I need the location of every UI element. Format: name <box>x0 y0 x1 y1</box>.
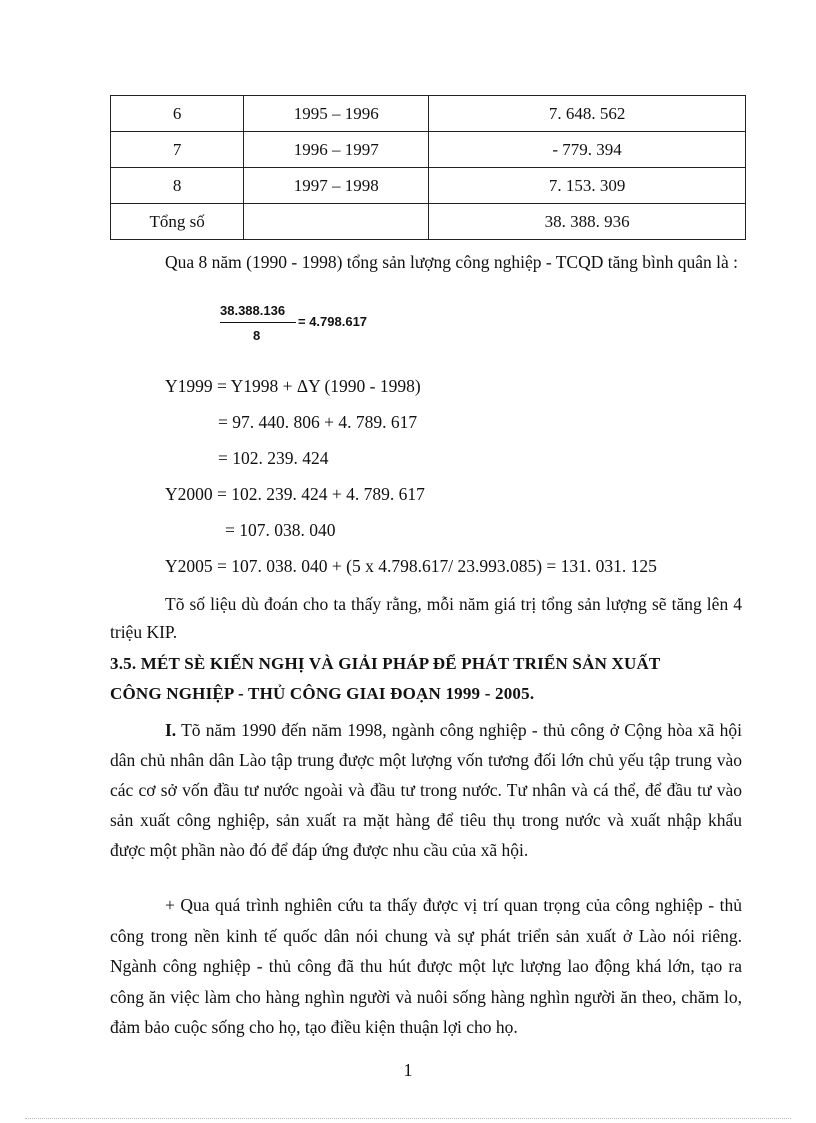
fraction-bar <box>220 322 296 323</box>
row-value: - 779. 394 <box>429 132 746 168</box>
intro-paragraph: Qua 8 năm (1990 - 1998) tổng sản lượng công nghiệp - TCQD tăng bình quân là : <box>165 252 738 272</box>
section-1-text: Tõ năm 1990 đến năm 1998, ngành công nghiệp - thủ công ở Cộng hòa xã hội dân chủ nhân dân Lào tập trung được một lượng vốn tương đối lớn chủ yếu tập trung vào các cơ sở vốn đầu tư nước ngoài và đầu tư trong nước. Tư nhân và cá thể, để đầu tư vào sản xuất công nghiệp, sản xuất ra mặt hàng để tiêu thụ trong nước và xuất nhập khẩu được một phần nào đó để đáp ứng được nhu cầu của xã hội. <box>110 720 742 860</box>
calc-y1999-step1: = 97. 440. 806 + 4. 789. 617 <box>218 412 418 432</box>
calc-y2000: Y2000 = 102. 239. 424 + 4. 789. 617 <box>165 484 425 504</box>
section-heading-line1: 3.5. MÉT SÈ KIẾN NGHỊ VÀ GIẢI PHÁP ĐỂ PHÁT TRIỂN SẢN XUẤT <box>110 654 661 673</box>
growth-table <box>110 95 746 240</box>
row-number: 7 <box>111 132 244 168</box>
row-period: 1995 – 1996 <box>244 96 429 132</box>
calc-y1999: Y1999 = Y1998 + ΔY (1990 - 1998) <box>165 376 421 396</box>
total-value: 38. 388. 936 <box>429 204 746 240</box>
section-heading-line2: CÔNG NGHIỆP - THỦ CÔNG GIAI ĐOẠN 1999 - 2005. <box>110 684 535 703</box>
calc-y2005: Y2005 = 107. 038. 040 + (5 x 4.798.617/ 23.993.085) = 131. 031. 125 <box>165 556 657 576</box>
calc-y2000-step1: = 107. 038. 040 <box>225 520 336 540</box>
page-number: 1 <box>403 1060 413 1080</box>
research-paragraph: + Qua quá trình nghiên cứu ta thấy được vị trí quan trọng của công nghiệp - thủ công trong nền kinh tế quốc dân nói chung và sự phát triển sản xuất ở Lào nói riêng. Ngành công nghiệp - thủ công đã thu hút được một lực lượng lao động khá lớn, tạo ra công ăn việc làm cho hàng nghìn người và nuôi sống hàng nghìn người ăn theo, chăm lo, đảm bảo cuộc sống cho họ, tạo điều kiện thuận lợi cho họ. <box>110 895 742 1037</box>
section-1-label: I. <box>165 720 177 740</box>
calc-y1999-step2: = 102. 239. 424 <box>218 448 329 468</box>
row-value: 7. 648. 562 <box>429 96 746 132</box>
row-value: 7. 153. 309 <box>429 168 746 204</box>
formula-result: = 4.798.617 <box>298 314 368 329</box>
table-row <box>111 168 746 204</box>
table-total-row <box>111 204 746 240</box>
section-1-paragraph <box>110 715 742 865</box>
formula-numerator: 38.388.136 <box>220 303 286 318</box>
row-number: 6 <box>111 96 244 132</box>
row-period: 1996 – 1997 <box>244 132 429 168</box>
page-divider <box>25 1118 791 1119</box>
total-period <box>244 204 429 240</box>
row-number: 8 <box>111 168 244 204</box>
table-row <box>111 132 746 168</box>
table-row <box>111 96 746 132</box>
formula-denominator: 8 <box>253 328 261 343</box>
row-period: 1997 – 1998 <box>244 168 429 204</box>
forecast-paragraph: Tõ số liệu dù đoán cho ta thấy rằng, mỗi năm giá trị tổng sản lượng sẽ tăng lên 4 triệu KIP. <box>110 594 742 642</box>
total-label: Tổng số <box>111 204 244 240</box>
